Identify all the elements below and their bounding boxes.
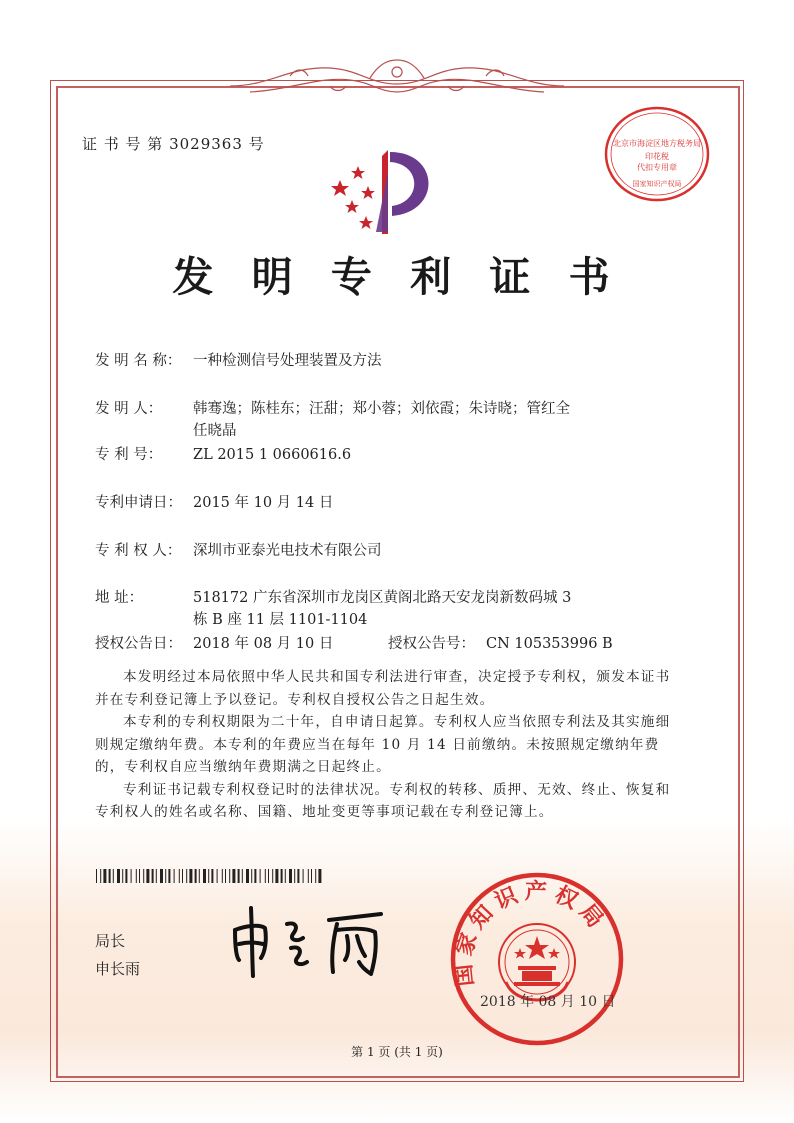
invention-name-value: 一种检测信号处理装置及方法 — [193, 353, 382, 369]
certificate-body-text — [95, 666, 679, 824]
filing-date-label: 专利申请日： — [95, 495, 182, 511]
svg-text:代扣专用章: 代扣专用章 — [637, 163, 677, 172]
patentee-row — [95, 540, 382, 562]
grant-number-label: 授权公告号： — [388, 636, 475, 652]
filing-date-value: 2015 年 10 月 14 日 — [193, 495, 334, 511]
patentee-value: 深圳市亚泰光电技术有限公司 — [193, 543, 382, 559]
patentee-label: 专 利 权 人： — [95, 543, 182, 559]
signer-name: 申长雨 — [95, 960, 141, 978]
ornament-top — [230, 56, 564, 104]
address-value-line2: 栋 B 座 11 层 1101-1104 — [193, 612, 368, 628]
invention-name-label: 发 明 名 称： — [95, 353, 182, 369]
grant-date-label: 授权公告日： — [95, 636, 182, 652]
barcode-icon — [96, 869, 324, 883]
inventors-value-line1: 韩骞逸；陈桂东；汪甜；郑小蓉；刘依霞；朱诗晓；管红全 — [193, 401, 570, 417]
address-label: 地 址： — [95, 590, 144, 606]
grant-date-value: 2018 年 08 月 10 日 — [193, 636, 334, 652]
svg-text:印花税: 印花税 — [645, 152, 669, 161]
patent-number-label: 专 利 号： — [95, 447, 163, 463]
address-value-line1: 518172 广东省深圳市龙岗区黄阁北路天安龙岗新数码城 3 — [193, 590, 572, 606]
svg-text:国家知识产权局: 国家知识产权局 — [451, 879, 612, 988]
grant-number-value: CN 105353996 B — [486, 636, 613, 652]
certificate-number: 证 书 号 第 3029363 号 — [82, 135, 265, 153]
grant-number-row — [388, 633, 613, 655]
tax-seal-stamp-icon — [603, 104, 711, 204]
issue-date: 2018 年 08 月 10 日 — [480, 994, 616, 1010]
patent-office-logo-icon — [330, 142, 440, 242]
inventors-label: 发 明 人： — [95, 401, 163, 417]
address-row — [95, 587, 572, 628]
inventors-value-line2: 任晓晶 — [193, 423, 237, 439]
body-paragraph-3: 专利证书记载专利权登记时的法律状况。专利权的转移、质押、无效、终止、恢复和专利权人的姓名或名称、国籍、地址变更等事项记载在专利登记簿上。 — [95, 781, 671, 820]
filing-date-row — [95, 492, 334, 514]
cnipa-official-seal-icon — [448, 870, 626, 1048]
body-paragraph-2: 本专利的专利权期限为二十年，自申请日起算。专利权人应当依照专利法及其实施细则规定缴纳年费。本专利的年费应当在每年 10 月 14 日前缴纳。未按照规定缴纳年费的，专利权自应当缴纳年费期满之日起终止。 — [95, 714, 671, 775]
svg-text:国家知识产权局: 国家知识产权局 — [632, 180, 682, 188]
inventors-row — [95, 398, 570, 439]
patent-number-row — [95, 444, 352, 466]
invention-name-row — [95, 350, 382, 372]
patent-number-value: ZL 2015 1 0660616.6 — [193, 447, 352, 463]
certificate-title: 发 明 专 利 证 书 — [172, 253, 622, 301]
page-footer: 第 1 页 (共 1 页) — [351, 1045, 443, 1059]
grant-date-row — [95, 633, 334, 655]
signer-role: 局长 — [95, 932, 126, 950]
svg-text:北京市海淀区地方税务局: 北京市海淀区地方税务局 — [613, 139, 701, 148]
body-paragraph-1: 本发明经过本局依照中华人民共和国专利法进行审查，决定授予专利权，颁发本证书并在专利登记簿上予以登记。专利权自授权公告之日起生效。 — [95, 669, 671, 708]
handwritten-signature — [225, 900, 390, 980]
